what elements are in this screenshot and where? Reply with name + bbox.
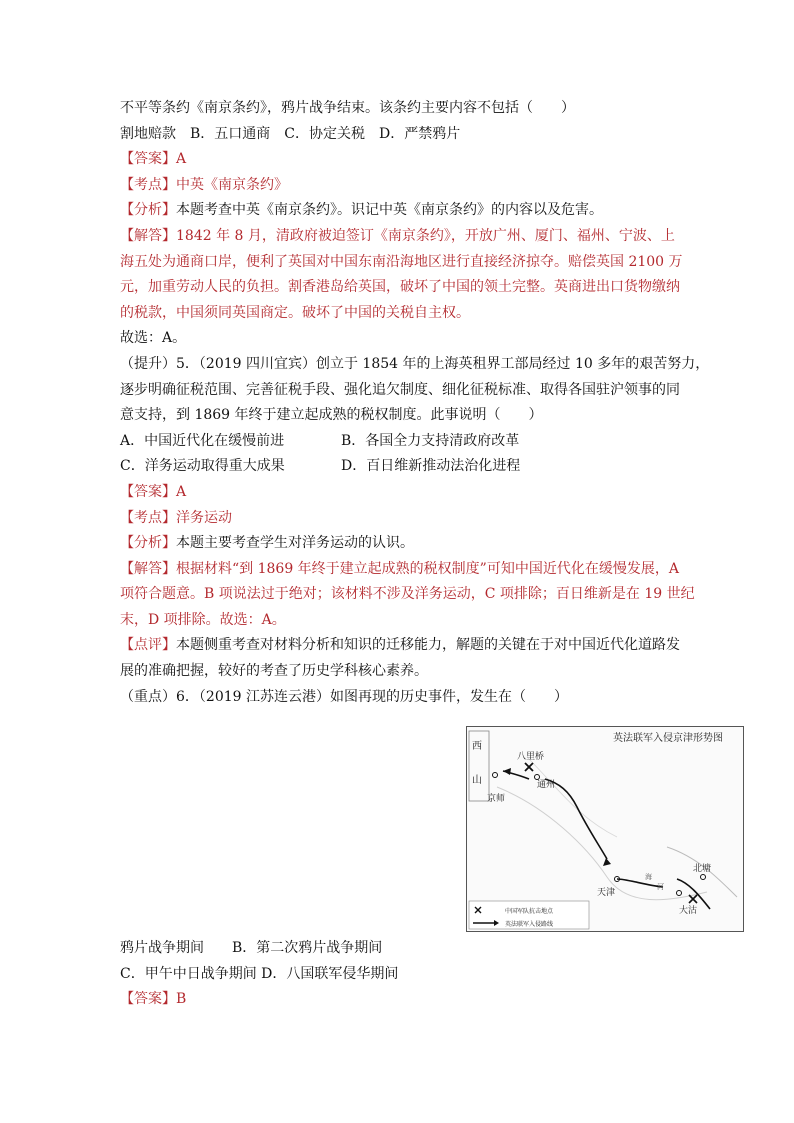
label-shan: 山 xyxy=(472,775,482,786)
point-value: 中英《南京条约》 xyxy=(176,176,288,193)
point-tag: 【考点】 xyxy=(120,176,176,193)
answer-tag: 【答案】 xyxy=(120,483,176,500)
point-tag: 【考点】 xyxy=(120,509,176,526)
comment-tag: 【点评】 xyxy=(120,637,176,654)
q5-stem-line-3: 意支持，到 1869 年终于建立起成熟的税权制度。此事说明（ ） xyxy=(120,407,543,424)
q5-option-a: A．中国近代化在缓慢前进 xyxy=(120,432,285,449)
analysis-tag: 【分析】 xyxy=(120,535,176,552)
q5-option-b: B．各国全力支持清政府改革 xyxy=(341,432,520,449)
river-line-2 xyxy=(527,757,617,837)
label-hai: 海 xyxy=(645,873,652,881)
battle-x-marker xyxy=(525,763,533,771)
route-arrowhead xyxy=(503,768,511,775)
q5-solution-line-2: 项符合题意。B 项说法过于绝对；该材料不涉及洋务运动，C 项排除；百日维新是在 19 世纪 xyxy=(120,586,695,603)
city-dagu xyxy=(677,891,682,896)
label-jingshi: 京师 xyxy=(487,794,506,804)
q4-stem: 不平等条约《南京条约》，鸦片战争结束。该条约主要内容不包括（ ） xyxy=(120,100,575,116)
q4-answer xyxy=(120,147,700,173)
q5-options-ab xyxy=(120,429,700,455)
q5-solution-line-1 xyxy=(120,557,700,583)
answer-value: B xyxy=(176,991,187,1008)
analysis-text: 本题考查中英《南京条约》。识记中英《南京条约》的内容以及危害。 xyxy=(176,202,603,219)
q6-options-cd: C．甲午中日战争期间 D．八国联军侵华期间 xyxy=(120,965,399,982)
q5-option-d: D．百日维新推动法治化进程 xyxy=(341,458,521,475)
solution-tag: 【解答】 xyxy=(120,227,176,244)
analysis-tag: 【分析】 xyxy=(120,202,176,219)
city-beitang xyxy=(701,875,706,880)
q5-comment-line-1 xyxy=(120,633,700,659)
q4-options: 割地赔款 B．五口通商 C．协定关税 D．严禁鸦片 xyxy=(120,125,461,142)
answer-tag: 【答案】 xyxy=(120,151,176,168)
q4-solution-line-1 xyxy=(120,224,700,250)
q5-point xyxy=(120,506,700,532)
q4-solution-line-4: 的税款，中国须同英国商定。破坏了中国的关税自主权。 xyxy=(120,304,470,321)
route-segment-1 xyxy=(677,879,710,909)
label-dagu: 大沽 xyxy=(679,906,698,916)
point-value: 洋务运动 xyxy=(176,509,232,526)
invasion-map xyxy=(466,726,744,932)
river-line xyxy=(497,787,707,900)
answer-value: A xyxy=(176,151,187,168)
q6-answer xyxy=(120,987,700,1013)
analysis-text: 本题主要考查学生对洋务运动的认识。 xyxy=(176,535,414,552)
legend-battle-label: 中国军队抗击地点 xyxy=(505,908,554,915)
q5-stem-line-1: （提升）5．（2019 四川宜宾）创立于 1854 年的上海英租界工部局经过 10 多年的艰苦努力， xyxy=(120,355,710,372)
route-segment-3 xyxy=(545,779,607,859)
solution-text: 1842 年 8 月，清政府被迫签订《南京条约》，开放广州、厦门、福州、宁波、上 xyxy=(176,227,675,244)
legend-route-label: 英法联军入侵路线 xyxy=(505,921,554,928)
city-tongzhou xyxy=(535,775,540,780)
q5-options-cd xyxy=(120,454,700,480)
battle-x-marker-dagu xyxy=(689,895,697,903)
q5-comment-line-2: 展的准确把握，较好的考查了历史学科核心素养。 xyxy=(120,663,428,680)
label-xi: 西 xyxy=(472,741,482,752)
q5-solution-line-3: 末，D 项排除。故选：A。 xyxy=(120,611,286,628)
city-jingshi xyxy=(493,773,498,778)
q6-options-block xyxy=(120,936,700,1013)
solution-tag: 【解答】 xyxy=(120,560,176,577)
q5-stem-line-2: 逐步明确征税范围、完善征税手段、强化追欠制度、细化征税标准、取得各国驻沪领事的同 xyxy=(120,381,680,398)
label-beitang: 北塘 xyxy=(693,864,712,874)
q6-options-ab: 鸦片战争期间 B．第二次鸦片战争期间 xyxy=(120,940,383,956)
answer-tag: 【答案】 xyxy=(120,991,176,1008)
q5-analysis xyxy=(120,531,700,557)
route-arrow-mid xyxy=(603,858,611,866)
comment-text: 本题侧重考查对材料分析和知识的迁移能力，解题的关键在于对中国近代化道路发 xyxy=(176,637,680,654)
q6-stem: （重点）6．（2019 江苏连云港）如图再现的历史事件，发生在（ ） xyxy=(120,688,568,705)
answer-value: A xyxy=(176,483,187,500)
q4-point xyxy=(120,173,700,199)
q4-solution-line-2: 海五处为通商口岸，便利了英国对中国东南沿海地区进行直接经济掠夺。赔偿英国 2100 万 xyxy=(120,253,683,270)
q4-analysis xyxy=(120,198,700,224)
q4-choice: 故选：A。 xyxy=(120,330,187,347)
question-4-block xyxy=(120,96,710,710)
solution-text: 根据材料“到 1869 年终于建立起成熟的税权制度”可知中国近代化在缓慢发展，A xyxy=(176,560,679,577)
label-tianjin: 天津 xyxy=(597,888,616,898)
label-tongzhou: 通州 xyxy=(537,780,556,790)
map-svg xyxy=(467,727,743,931)
map-title: 英法联军入侵京津形势图 xyxy=(613,733,723,744)
q4-solution-line-3: 元，加重劳动人民的负担。割香港岛给英国，破坏了中国的领土完整。英商进出口货物缴纳 xyxy=(120,279,680,296)
q5-answer xyxy=(120,480,700,506)
q5-option-c: C．洋务运动取得重大成果 xyxy=(120,458,285,475)
label-balizhuang: 八里桥 xyxy=(517,752,545,762)
label-he: 河 xyxy=(657,883,664,891)
